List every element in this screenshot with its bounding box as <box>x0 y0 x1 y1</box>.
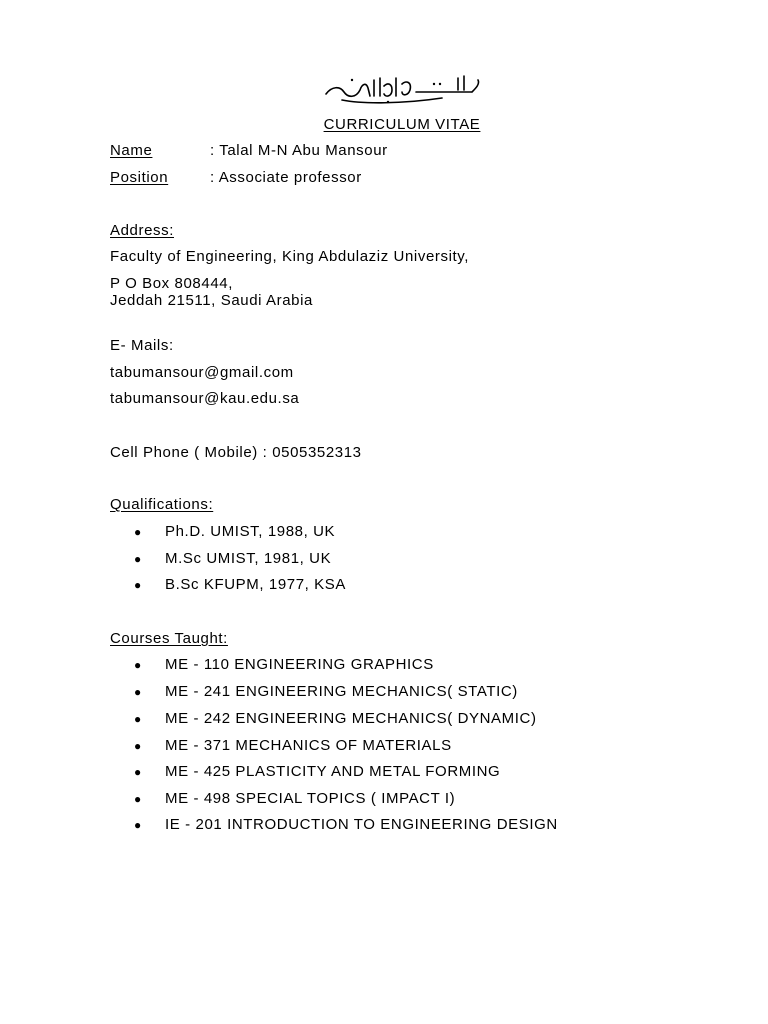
course-item: IE - 201 INTRODUCTION TO ENGINEERING DESIGN <box>165 816 558 833</box>
qualification-item: Ph.D. UMIST, 1988, UK <box>165 523 336 540</box>
phone-number: Cell Phone ( Mobile) : 0505352313 <box>110 444 362 461</box>
address-line: Jeddah 21511, Saudi Arabia <box>110 292 313 309</box>
basmala-calligraphy-icon <box>322 72 484 106</box>
email-address: tabumansour@kau.edu.sa <box>110 390 300 407</box>
bullet-icon: ● <box>134 739 142 753</box>
address-line: Faculty of Engineering, King Abdulaziz University, <box>110 248 470 265</box>
cv-heading: CURRICULUM VITAE <box>323 116 481 133</box>
course-item: ME - 242 ENGINEERING MECHANICS( DYNAMIC) <box>165 710 537 727</box>
name-row <box>110 142 388 160</box>
address-line: P O Box 808444, <box>110 275 233 292</box>
bullet-icon: ● <box>134 792 142 806</box>
bullet-icon: ● <box>134 712 142 726</box>
course-item: ME - 371 MECHANICS OF MATERIALS <box>165 737 452 754</box>
course-item: ME - 498 SPECIAL TOPICS ( IMPACT I) <box>165 790 456 807</box>
bullet-icon: ● <box>134 525 142 539</box>
course-item: ME - 425 PLASTICITY AND METAL FORMING <box>165 763 501 780</box>
name-value: : Talal M-N Abu Mansour <box>210 142 388 159</box>
email-address: tabumansour@gmail.com <box>110 364 294 381</box>
course-item: ME - 241 ENGINEERING MECHANICS( STATIC) <box>165 683 518 700</box>
qualification-item: B.Sc KFUPM, 1977, KSA <box>165 576 346 593</box>
address-label: Address: <box>110 222 174 239</box>
bullet-icon: ● <box>134 578 142 592</box>
qualification-item: M.Sc UMIST, 1981, UK <box>165 550 332 567</box>
emails-label: E- Mails: <box>110 337 174 354</box>
bullet-icon: ● <box>134 818 142 832</box>
qualifications-label: Qualifications: <box>110 496 214 513</box>
position-value: : Associate professor <box>210 169 362 186</box>
bullet-icon: ● <box>134 685 142 699</box>
position-row <box>110 169 362 187</box>
courses-label: Courses Taught: <box>110 630 228 647</box>
bullet-icon: ● <box>134 765 142 779</box>
course-item: ME - 110 ENGINEERING GRAPHICS <box>165 656 434 673</box>
bullet-icon: ● <box>134 658 142 672</box>
position-label: Position <box>110 169 169 186</box>
name-label: Name <box>110 142 153 159</box>
bullet-icon: ● <box>134 552 142 566</box>
